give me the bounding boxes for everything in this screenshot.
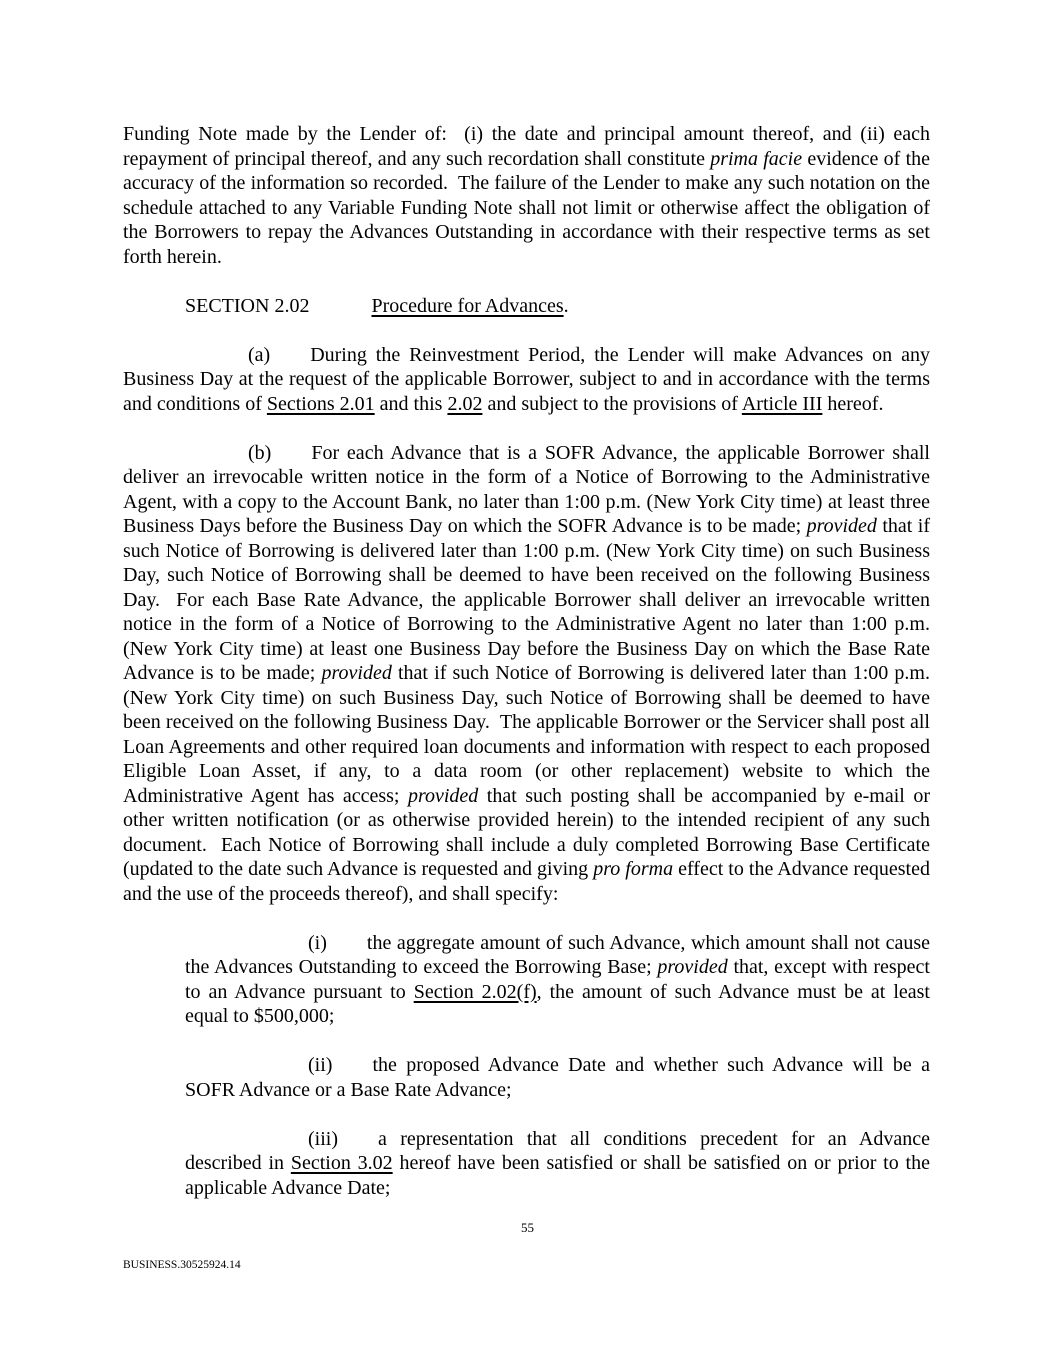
tab-spacer [309,311,371,312]
text-run: (ii) [308,1054,333,1076]
paragraph-a [123,343,930,417]
text-run: During the Reinvestment Period, the Lender will make Advances on any Business Day at the request of the applicable Borrower, subject to and in accordance with the terms and conditions of [123,343,930,415]
text-run: Article III [741,392,823,415]
text-run: Funding Note made by the Lender of: (i) the date and principal amount thereof, and (ii) each repayment of principal thereof, and any such recordation shall constitute [123,123,930,170]
paragraph-b [123,441,930,907]
text-run: 2.02 [447,392,483,415]
document-body [123,122,930,1225]
text-run: the proposed Advance Date and whether such Advance will be a SOFR Advance or a Base Rate Advance; [185,1054,930,1101]
text-run: hereof. [822,392,884,415]
text-run: (b) [248,441,272,464]
tab-spacer [270,360,310,361]
item-iii [185,1127,930,1201]
text-run: the aggregate amount of such Advance, which amount shall not cause the Advances Outstanding to exceed the Borrowing Base; [185,931,930,978]
text-run: (i) [308,931,327,954]
page-number: 55 [521,1220,534,1235]
text-run: and this [374,392,448,415]
text-run: that such posting shall be accompanied by e-mail or other written notification (or as otherwise provided herein) to the intended recipient of any such document. Each Notice of Borrowing shall include a duly completed Borrowing Base Certificate (updated to the date such Advance is requested and giving [123,784,930,880]
text-run: that if such Notice of Borrowing is delivered later than 1:00 p.m. (New York City time) on such Business Day, such Notice of Borrowing shall be deemed to have been received on the following Business Day. For each Base Rate Advance, the applicable Borrower shall deliver an irrevocable written notice in the form of a Notice of Borrowing to the Administrative Agent no later than 1:00 p.m. (New York City time) at least one Business Day before the Business Day on which the Base Rate Advance is to be made; [123,515,930,684]
text-run: provided [657,956,728,978]
text-run: SECTION 2.02 [185,294,310,317]
tab-spacer [338,1144,378,1145]
text-run: that if such Notice of Borrowing is delivered later than 1:00 p.m. (New York City time) on such Business Day, such Notice of Borrowing shall be deemed to have been received on the following Business Day. The applicable Borrower or the Servicer shall post all Loan Agreements and other required loan documents and information with respect to each proposed Eligible Loan Asset, if any, to a data room (or other replacement) website to which the Administrative Agent has access; [123,662,930,807]
item-i [185,931,930,1029]
text-run: provided [806,515,877,537]
text-run: provided [407,784,479,807]
document-id-footer: BUSINESS.30525924.14 [123,1259,241,1271]
text-run: that, except with respect to an Advance pursuant to [185,956,930,1003]
tab-spacer [327,948,367,949]
text-run: . [563,294,569,317]
text-run: and subject to the provisions of [482,392,742,415]
text-run: a representation that all conditions precedent for an Advance described in [185,1127,930,1174]
tab-spacer [332,1070,372,1071]
text-run: , the amount of such Advance must be at least equal to $500,000; [185,980,930,1027]
section-heading-2-02 [123,294,930,319]
intro-paragraph [123,122,930,269]
text-run: Section 2.02(f) [413,980,537,1003]
text-run: (a) [248,343,271,366]
text-run: pro forma [593,858,674,880]
text-run: effect to the Advance requested and the use of the proceeds thereof), and shall specify: [123,858,930,905]
text-run: provided [321,662,392,684]
text-run: (iii) [308,1127,338,1150]
text-run: Sections 2.01 [266,392,375,415]
text-run: prima facie [710,147,803,170]
text-run: hereof have been satisfied or shall be satisfied on or prior to the applicable Advance Date; [185,1152,930,1199]
tab-spacer [271,458,311,459]
item-ii [185,1053,930,1102]
text-run: For each Advance that is a SOFR Advance, the applicable Borrower shall deliver an irrevocable written notice in the form of a Notice of Borrowing to the Administrative Agent, with a copy to the Account Bank, no later than 1:00 p.m. (New York City time) at least three Business Days before the Business Day on which the SOFR Advance is to be made; [123,441,930,537]
text-run: Procedure for Advances [371,294,564,317]
text-run: Section 3.02 [290,1152,393,1174]
text-run: evidence of the accuracy of the information so recorded. The failure of the Lender to make any such notation on the schedule attached to any Variable Funding Note shall not limit or otherwise affect the obligation of the Borrowers to repay the Advances Outstanding in accordance with their respective terms as set forth herein. [123,147,931,268]
